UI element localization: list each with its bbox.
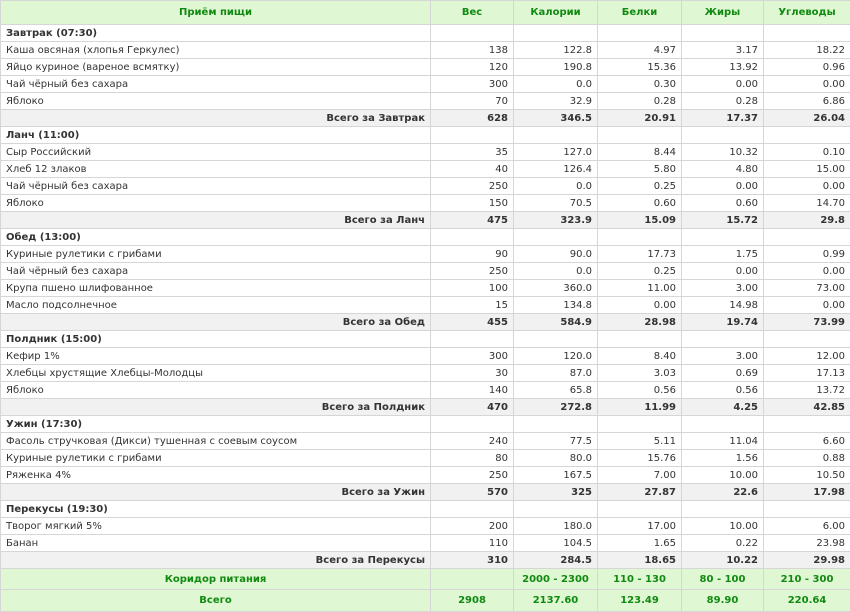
food-row-weight: 240	[431, 433, 514, 450]
food-row-protein: 5.80	[598, 161, 682, 178]
meal-total-row-fat: 22.6	[682, 484, 764, 501]
grand-total-row	[1, 590, 850, 612]
food-row-protein: 15.76	[598, 450, 682, 467]
food-row-weight: 140	[431, 382, 514, 399]
food-row-carbs: 0.00	[764, 263, 850, 280]
food-row-calories: 134.8	[514, 297, 598, 314]
food-row-calories: 32.9	[514, 93, 598, 110]
meal-total-row-fat: 17.37	[682, 110, 764, 127]
empty-cell	[764, 127, 850, 144]
food-row	[1, 76, 850, 93]
food-row-carbs: 17.13	[764, 365, 850, 382]
empty-cell	[598, 127, 682, 144]
meal-total-row-protein: 18.65	[598, 552, 682, 569]
food-row	[1, 178, 850, 195]
meal-total-row-calories: 346.5	[514, 110, 598, 127]
meal-section-header	[1, 331, 850, 348]
food-row-calories: 77.5	[514, 433, 598, 450]
header-carbs: Углеводы	[764, 1, 850, 25]
meal-total-row-calories: 284.5	[514, 552, 598, 569]
meal-title: Перекусы (19:30)	[1, 501, 431, 518]
empty-cell	[682, 25, 764, 42]
meal-total-row-fat: 15.72	[682, 212, 764, 229]
food-row-name: Сыр Российский	[1, 144, 431, 161]
corridor-protein: 110 - 130	[598, 569, 682, 590]
food-row-fat: 4.80	[682, 161, 764, 178]
food-row-protein: 8.40	[598, 348, 682, 365]
empty-cell	[764, 501, 850, 518]
food-row-calories: 104.5	[514, 535, 598, 552]
meal-total-row-carbs: 29.8	[764, 212, 850, 229]
food-row-carbs: 0.00	[764, 297, 850, 314]
header-weight: Вес	[431, 1, 514, 25]
food-row-carbs: 18.22	[764, 42, 850, 59]
food-row-weight: 138	[431, 42, 514, 59]
food-row-fat: 1.75	[682, 246, 764, 263]
meal-section-header	[1, 127, 850, 144]
meal-total-row-protein: 27.87	[598, 484, 682, 501]
food-row-fat: 0.69	[682, 365, 764, 382]
food-row-weight: 200	[431, 518, 514, 535]
corridor-weight	[431, 569, 514, 590]
empty-cell	[598, 331, 682, 348]
food-row-calories: 80.0	[514, 450, 598, 467]
food-row-fat: 1.56	[682, 450, 764, 467]
empty-cell	[764, 25, 850, 42]
meal-title: Полдник (15:00)	[1, 331, 431, 348]
meal-total-row-name: Всего за Обед	[1, 314, 431, 331]
food-row-weight: 15	[431, 297, 514, 314]
meal-total-row-calories: 584.9	[514, 314, 598, 331]
food-row-protein: 17.73	[598, 246, 682, 263]
food-row	[1, 263, 850, 280]
grand-total-weight: 2908	[431, 590, 514, 612]
food-row	[1, 297, 850, 314]
empty-cell	[764, 331, 850, 348]
food-row	[1, 161, 850, 178]
food-row-weight: 110	[431, 535, 514, 552]
food-row-weight: 150	[431, 195, 514, 212]
empty-cell	[431, 127, 514, 144]
empty-cell	[431, 501, 514, 518]
food-row-protein: 0.28	[598, 93, 682, 110]
food-row-fat: 3.17	[682, 42, 764, 59]
food-row-carbs: 0.00	[764, 178, 850, 195]
food-row-name: Фасоль стручковая (Дикси) тушенная с соевым соусом	[1, 433, 431, 450]
food-row-fat: 0.22	[682, 535, 764, 552]
food-row-weight: 80	[431, 450, 514, 467]
meal-total-row-carbs: 29.98	[764, 552, 850, 569]
food-row-calories: 360.0	[514, 280, 598, 297]
food-row-weight: 250	[431, 263, 514, 280]
food-row	[1, 365, 850, 382]
food-row	[1, 93, 850, 110]
food-row-weight: 300	[431, 76, 514, 93]
meal-total-row-carbs: 73.99	[764, 314, 850, 331]
meal-total-row	[1, 314, 850, 331]
empty-cell	[682, 501, 764, 518]
food-row-weight: 35	[431, 144, 514, 161]
food-row-calories: 65.8	[514, 382, 598, 399]
empty-cell	[514, 501, 598, 518]
meal-total-row-protein: 11.99	[598, 399, 682, 416]
food-row-name: Масло подсолнечное	[1, 297, 431, 314]
meal-total-row	[1, 552, 850, 569]
meal-total-row-fat: 4.25	[682, 399, 764, 416]
meal-total-row-weight: 470	[431, 399, 514, 416]
food-row-protein: 5.11	[598, 433, 682, 450]
food-row-calories: 126.4	[514, 161, 598, 178]
empty-cell	[514, 25, 598, 42]
food-row-calories: 90.0	[514, 246, 598, 263]
food-row-name: Чай чёрный без сахара	[1, 178, 431, 195]
food-row-protein: 4.97	[598, 42, 682, 59]
food-row-fat: 0.00	[682, 178, 764, 195]
food-row-calories: 0.0	[514, 263, 598, 280]
food-row	[1, 450, 850, 467]
empty-cell	[682, 229, 764, 246]
empty-cell	[682, 127, 764, 144]
meal-total-row-weight: 628	[431, 110, 514, 127]
food-row-name: Кефир 1%	[1, 348, 431, 365]
grand-total-fat: 89.90	[682, 590, 764, 612]
food-row-name: Хлебцы хрустящие Хлебцы-Молодцы	[1, 365, 431, 382]
meal-total-row-weight: 310	[431, 552, 514, 569]
food-row	[1, 42, 850, 59]
meal-title: Ланч (11:00)	[1, 127, 431, 144]
food-row-protein: 15.36	[598, 59, 682, 76]
meal-total-row	[1, 212, 850, 229]
meal-total-row-name: Всего за Перекусы	[1, 552, 431, 569]
food-row-name: Каша овсяная (хлопья Геркулес)	[1, 42, 431, 59]
food-row-name: Куриные рулетики с грибами	[1, 450, 431, 467]
meal-total-row-weight: 570	[431, 484, 514, 501]
food-row-fat: 11.04	[682, 433, 764, 450]
food-row-protein: 0.60	[598, 195, 682, 212]
food-row	[1, 467, 850, 484]
food-row-carbs: 6.60	[764, 433, 850, 450]
food-row	[1, 518, 850, 535]
food-row	[1, 59, 850, 76]
meal-total-row-calories: 272.8	[514, 399, 598, 416]
food-row-weight: 250	[431, 178, 514, 195]
food-row-calories: 87.0	[514, 365, 598, 382]
food-row-name: Хлеб 12 злаков	[1, 161, 431, 178]
empty-cell	[598, 501, 682, 518]
meal-total-row-fat: 19.74	[682, 314, 764, 331]
meal-total-row-name: Всего за Ужин	[1, 484, 431, 501]
empty-cell	[431, 331, 514, 348]
food-row-weight: 250	[431, 467, 514, 484]
food-row-name: Яйцо куриное (вареное всмятку)	[1, 59, 431, 76]
table-body	[1, 25, 850, 569]
food-row-weight: 30	[431, 365, 514, 382]
food-row-carbs: 12.00	[764, 348, 850, 365]
food-row-weight: 100	[431, 280, 514, 297]
food-row-calories: 180.0	[514, 518, 598, 535]
grand-total-protein: 123.49	[598, 590, 682, 612]
meal-total-row-name: Всего за Ланч	[1, 212, 431, 229]
meal-total-row-protein: 15.09	[598, 212, 682, 229]
food-row-calories: 0.0	[514, 178, 598, 195]
food-row-fat: 0.28	[682, 93, 764, 110]
empty-cell	[598, 416, 682, 433]
meal-total-row	[1, 110, 850, 127]
header-calories: Калории	[514, 1, 598, 25]
meal-total-row	[1, 484, 850, 501]
food-row-calories: 127.0	[514, 144, 598, 161]
empty-cell	[764, 229, 850, 246]
empty-cell	[598, 229, 682, 246]
food-row-name: Чай чёрный без сахара	[1, 263, 431, 280]
food-row-weight: 40	[431, 161, 514, 178]
grand-total-label: Всего	[1, 590, 431, 612]
food-row-calories: 167.5	[514, 467, 598, 484]
food-row-carbs: 10.50	[764, 467, 850, 484]
food-row-fat: 0.56	[682, 382, 764, 399]
grand-total-carbs: 220.64	[764, 590, 850, 612]
food-row-fat: 10.00	[682, 518, 764, 535]
food-row	[1, 382, 850, 399]
food-row-calories: 70.5	[514, 195, 598, 212]
meal-total-row-protein: 28.98	[598, 314, 682, 331]
food-row-fat: 10.00	[682, 467, 764, 484]
food-row	[1, 246, 850, 263]
food-row-protein: 17.00	[598, 518, 682, 535]
meal-total-row-calories: 323.9	[514, 212, 598, 229]
food-row-name: Творог мягкий 5%	[1, 518, 431, 535]
food-row-calories: 0.0	[514, 76, 598, 93]
empty-cell	[514, 416, 598, 433]
food-row-name: Яблоко	[1, 93, 431, 110]
meal-total-row	[1, 399, 850, 416]
food-row-protein: 0.30	[598, 76, 682, 93]
meal-total-row-protein: 20.91	[598, 110, 682, 127]
food-row-protein: 0.25	[598, 263, 682, 280]
food-row-name: Яблоко	[1, 382, 431, 399]
empty-cell	[514, 127, 598, 144]
food-row	[1, 433, 850, 450]
food-row-name: Банан	[1, 535, 431, 552]
food-row-fat: 3.00	[682, 280, 764, 297]
meal-total-row-weight: 475	[431, 212, 514, 229]
food-row-carbs: 0.00	[764, 76, 850, 93]
food-row-name: Куриные рулетики с грибами	[1, 246, 431, 263]
header-fat: Жиры	[682, 1, 764, 25]
food-row	[1, 280, 850, 297]
food-row-name: Ряженка 4%	[1, 467, 431, 484]
food-row	[1, 195, 850, 212]
meal-total-row-weight: 455	[431, 314, 514, 331]
food-row-protein: 0.00	[598, 297, 682, 314]
food-row-carbs: 0.88	[764, 450, 850, 467]
empty-cell	[431, 416, 514, 433]
meal-section-header	[1, 416, 850, 433]
meal-total-row-fat: 10.22	[682, 552, 764, 569]
corridor-row	[1, 569, 850, 590]
food-row-carbs: 0.96	[764, 59, 850, 76]
empty-cell	[514, 229, 598, 246]
food-row-protein: 0.25	[598, 178, 682, 195]
food-row-protein: 11.00	[598, 280, 682, 297]
food-row-carbs: 0.10	[764, 144, 850, 161]
food-row-weight: 120	[431, 59, 514, 76]
meal-section-header	[1, 25, 850, 42]
empty-cell	[598, 25, 682, 42]
meal-total-row-name: Всего за Завтрак	[1, 110, 431, 127]
food-row-carbs: 6.00	[764, 518, 850, 535]
food-row-fat: 0.00	[682, 263, 764, 280]
meal-total-row-carbs: 42.85	[764, 399, 850, 416]
food-row-weight: 90	[431, 246, 514, 263]
corridor-label: Коридор питания	[1, 569, 431, 590]
meal-section-header	[1, 229, 850, 246]
food-row-calories: 122.8	[514, 42, 598, 59]
food-row	[1, 144, 850, 161]
empty-cell	[682, 416, 764, 433]
food-row-protein: 0.56	[598, 382, 682, 399]
food-row-carbs: 0.99	[764, 246, 850, 263]
food-row-fat: 0.00	[682, 76, 764, 93]
food-row-fat: 13.92	[682, 59, 764, 76]
food-row-carbs: 15.00	[764, 161, 850, 178]
food-row-calories: 190.8	[514, 59, 598, 76]
meal-total-row-carbs: 26.04	[764, 110, 850, 127]
food-row	[1, 348, 850, 365]
empty-cell	[514, 331, 598, 348]
food-row-fat: 3.00	[682, 348, 764, 365]
empty-cell	[682, 331, 764, 348]
food-row-calories: 120.0	[514, 348, 598, 365]
food-row-protein: 1.65	[598, 535, 682, 552]
food-row-fat: 10.32	[682, 144, 764, 161]
meal-title: Обед (13:00)	[1, 229, 431, 246]
empty-cell	[431, 25, 514, 42]
corridor-calories: 2000 - 2300	[514, 569, 598, 590]
corridor-carbs: 210 - 300	[764, 569, 850, 590]
meal-total-row-calories: 325	[514, 484, 598, 501]
meal-total-row-carbs: 17.98	[764, 484, 850, 501]
empty-cell	[764, 416, 850, 433]
food-row-protein: 3.03	[598, 365, 682, 382]
meal-total-row-name: Всего за Полдник	[1, 399, 431, 416]
food-row-protein: 8.44	[598, 144, 682, 161]
food-row-weight: 300	[431, 348, 514, 365]
meal-title: Ужин (17:30)	[1, 416, 431, 433]
header-protein: Белки	[598, 1, 682, 25]
food-row-carbs: 13.72	[764, 382, 850, 399]
food-row-name: Крупа пшено шлифованное	[1, 280, 431, 297]
food-row-carbs: 23.98	[764, 535, 850, 552]
empty-cell	[431, 229, 514, 246]
food-row-carbs: 14.70	[764, 195, 850, 212]
corridor-fat: 80 - 100	[682, 569, 764, 590]
meal-title: Завтрак (07:30)	[1, 25, 431, 42]
header-meal: Приём пищи	[1, 1, 431, 25]
food-row	[1, 535, 850, 552]
food-row-weight: 70	[431, 93, 514, 110]
food-row-carbs: 6.86	[764, 93, 850, 110]
grand-total-calories: 2137.60	[514, 590, 598, 612]
food-row-name: Яблоко	[1, 195, 431, 212]
food-row-protein: 7.00	[598, 467, 682, 484]
food-row-name: Чай чёрный без сахара	[1, 76, 431, 93]
food-row-fat: 0.60	[682, 195, 764, 212]
food-row-fat: 14.98	[682, 297, 764, 314]
meal-section-header	[1, 501, 850, 518]
header-row	[1, 1, 850, 25]
food-row-carbs: 73.00	[764, 280, 850, 297]
